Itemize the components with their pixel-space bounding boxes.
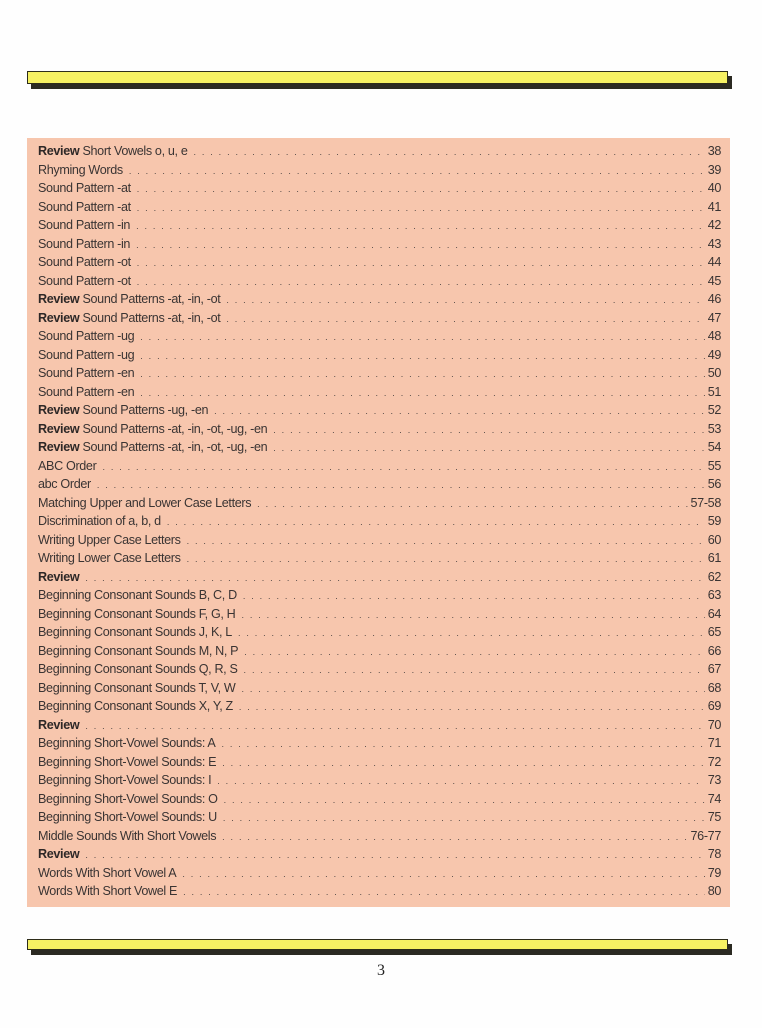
toc-entry-text: Short Vowels o, u, e [82,144,188,158]
toc-entry-title [38,514,161,528]
toc-entry [38,884,721,903]
toc-entry-text: Sound Pattern -ot [38,273,131,288]
toc-entry-page-number: 59 [707,514,721,528]
toc-entry-text: Discrimination of a, b, d [38,514,161,528]
toc-entry-title [38,625,232,639]
dot-leader [140,369,704,379]
toc-entry-title [38,662,238,676]
toc-entry-text: Sound Patterns -at, -in, -ot [82,292,221,306]
toc-entry-text: Beginning Consonant Sounds J, K, L [38,625,232,639]
toc-entry [38,773,721,792]
dot-leader [222,832,687,842]
toc-entry [38,681,721,700]
toc-entry-page-number: 50 [707,366,721,380]
toc-entry-title [38,755,216,769]
dot-leader [102,462,704,472]
toc-entry-page-number: 38 [707,144,721,158]
toc-entry-page-number: 51 [707,384,721,399]
toc-entry-title [38,773,211,787]
toc-entry-page-number: 70 [707,717,721,732]
toc-entry-page-number: 43 [707,236,721,251]
toc-entry-text: Words With Short Vowel E [38,884,178,898]
toc-entry [38,644,721,663]
toc-entry [38,792,721,811]
toc-entry-title [38,459,96,473]
toc-entry-page-number: 54 [707,440,721,454]
toc-entry-text: Sound Patterns -at, -in, -ot [82,310,221,325]
toc-entry-text: Beginning Consonant Sounds Q, R, S [38,662,238,676]
dot-leader [214,406,705,416]
dot-leader [85,721,704,731]
toc-entry [38,736,721,755]
toc-entry-page-number: 71 [707,736,721,750]
toc-entry-text: Rhyming Words [38,162,123,177]
toc-entry [38,329,721,348]
dot-leader [85,573,704,583]
toc-entry-title [38,403,208,417]
toc-entry-page-number: 63 [707,588,721,602]
toc-entry-page-number: 68 [707,680,721,695]
toc-entry-title [38,385,134,399]
toc-entry-review-label: Review [38,847,80,861]
toc-entry-text: Middle Sounds With Short Vowels [38,828,217,843]
dot-leader [137,277,705,287]
toc-entry-text: Sound Pattern -at [38,199,131,214]
dot-leader [136,221,705,231]
toc-entry-text: ABC Order [38,458,97,473]
toc-entry [38,200,721,219]
dot-leader [187,554,705,564]
toc-entry-text: Writing Lower Case Letters [38,551,181,565]
toc-entry-page-number: 62 [707,569,721,584]
toc-entry [38,588,721,607]
table-of-contents-panel [27,138,730,907]
toc-entry [38,403,721,422]
toc-entry-page-number: 55 [707,458,721,473]
toc-entry-page-number: 57-58 [690,495,721,510]
dot-leader [244,647,704,657]
toc-entry [38,551,721,570]
toc-entry-title [38,181,131,195]
dot-leader [243,591,705,601]
toc-entry-title [38,274,131,288]
dot-leader [238,628,705,638]
toc-entry-page-number: 53 [707,421,721,436]
toc-entry-page-number: 45 [707,273,721,288]
toc-entry [38,181,721,200]
dot-leader [140,351,704,361]
toc-entry-title [38,699,233,713]
toc-entry-text: Words With Short Vowel A [38,865,177,880]
top-yellow-rule [27,71,728,84]
toc-entry-page-number: 61 [707,551,721,565]
toc-entry-page-number: 73 [707,773,721,787]
dot-leader [224,795,705,805]
toc-entry-title [38,366,134,380]
dot-leader [187,536,705,546]
toc-entry-text: Beginning Consonant Sounds X, Y, Z [38,699,233,713]
toc-entry [38,699,721,718]
toc-entry-text: Matching Upper and Lower Case Letters [38,495,252,510]
toc-entry-page-number: 44 [707,255,721,269]
toc-entry [38,533,721,552]
dot-leader [85,850,704,860]
toc-entry-text: Beginning Short-Vowel Sounds: I [38,773,212,787]
toc-entry [38,163,721,182]
toc-entry-page-number: 67 [707,662,721,676]
toc-entry-text: Sound Pattern -ot [38,255,131,269]
toc-entry-title [38,588,237,602]
toc-entry-review-label: Review [38,440,80,454]
toc-entry [38,274,721,293]
toc-entry [38,607,721,626]
toc-entry-title [38,163,123,177]
dot-leader [257,499,687,509]
toc-entry-text: Sound Patterns -ug, -en [82,403,209,417]
toc-entry-text: Beginning Consonant Sounds M, N, P [38,643,239,658]
toc-entry-review-label: Review [38,310,80,325]
toc-entry-page-number: 52 [707,403,721,417]
toc-entry-page-number: 48 [707,329,721,343]
dot-leader [137,184,705,194]
toc-entry-text: Sound Pattern -at [38,181,131,195]
toc-entry-page-number: 39 [707,162,721,177]
toc-entry-title [38,681,235,695]
dot-leader [97,480,705,490]
toc-entry-title [38,884,177,898]
toc-entry-page-number: 47 [707,310,721,325]
toc-entry-text: Sound Patterns -at, -in, -ot, -ug, -en [82,440,268,454]
dot-leader [222,758,705,768]
dot-leader [221,739,704,749]
toc-list [38,144,721,903]
toc-entry-title [38,607,235,621]
toc-entry-page-number: 65 [707,625,721,639]
toc-entry-text: Sound Pattern -en [38,366,135,380]
toc-entry-page-number: 76-77 [690,828,721,843]
toc-entry [38,292,721,311]
toc-entry-text: abc Order [38,477,91,491]
toc-entry [38,237,721,256]
toc-entry-title [38,144,187,158]
dot-leader [129,166,705,176]
toc-entry-text: Sound Pattern -in [38,236,131,251]
toc-entry [38,847,721,866]
toc-entry-title [38,570,79,584]
toc-entry-review-label: Review [38,421,80,436]
toc-entry [38,459,721,478]
dot-leader [140,388,704,398]
dot-leader [183,887,705,897]
toc-entry-title [38,422,267,436]
toc-entry-title [38,866,176,880]
toc-entry [38,514,721,533]
toc-entry-title [38,792,218,806]
toc-entry-title [38,477,91,491]
toc-entry-title [38,847,79,861]
toc-entry-text: Beginning Consonant Sounds B, C, D [38,588,237,602]
toc-entry [38,829,721,848]
toc-entry-title [38,200,131,214]
toc-entry-review-label: Review [38,569,80,584]
dot-leader [137,258,705,268]
toc-entry-title [38,440,267,454]
toc-entry-title [38,736,215,750]
toc-entry-page-number: 78 [707,847,721,861]
toc-entry [38,348,721,367]
toc-entry-text: Sound Pattern -in [38,218,131,232]
toc-entry [38,662,721,681]
toc-entry-text: Sound Pattern -ug [38,347,135,362]
dot-leader [217,776,704,786]
toc-entry-review-label: Review [38,403,80,417]
toc-entry [38,422,721,441]
toc-entry [38,718,721,737]
toc-entry [38,440,721,459]
toc-entry-text: Beginning Short-Vowel Sounds: A [38,736,216,750]
toc-entry-title [38,348,134,362]
dot-leader [241,610,704,620]
toc-entry-page-number: 46 [707,292,721,306]
dot-leader [241,684,704,694]
toc-entry [38,385,721,404]
page-number: 3 [377,962,385,979]
dot-leader [137,203,705,213]
toc-entry-title [38,218,130,232]
toc-entry-page-number: 72 [707,754,721,769]
dot-leader [226,314,704,324]
toc-entry [38,866,721,885]
toc-entry-title [38,644,238,658]
toc-entry [38,311,721,330]
toc-entry-review-label: Review [38,717,80,732]
dot-leader [273,443,704,453]
toc-entry-review-label: Review [38,144,80,158]
toc-entry-page-number: 75 [707,810,721,824]
toc-entry [38,144,721,163]
dot-leader [244,665,705,675]
dot-leader [136,240,705,250]
toc-entry-page-number: 74 [707,791,721,806]
toc-entry-page-number: 69 [707,699,721,713]
toc-entry-text: Beginning Short-Vowel Sounds: E [38,754,217,769]
toc-entry-title [38,718,79,732]
toc-entry [38,570,721,589]
dot-leader [226,295,704,305]
bottom-yellow-rule [27,939,728,950]
toc-entry-title [38,829,216,843]
toc-entry-title [38,533,181,547]
toc-entry-page-number: 80 [707,884,721,898]
toc-entry-title [38,255,131,269]
toc-entry-title [38,311,220,325]
toc-entry-title [38,329,134,343]
dot-leader [167,517,705,527]
toc-entry [38,218,721,237]
toc-entry-text: Sound Patterns -at, -in, -ot, -ug, -en [82,421,268,436]
toc-entry-title [38,237,130,251]
toc-entry-page-number: 56 [707,477,721,491]
toc-entry-page-number: 60 [707,532,721,547]
toc-entry-text: Beginning Short-Vowel Sounds: O [38,791,218,806]
dot-leader [193,147,704,157]
toc-entry-page-number: 42 [707,218,721,232]
toc-entry-title [38,292,220,306]
toc-entry-text: Sound Pattern -ug [38,329,135,343]
toc-entry-text: Beginning Consonant Sounds T, V, W [38,680,236,695]
toc-entry [38,496,721,515]
toc-entry-text: Beginning Consonant Sounds F, G, H [38,606,236,621]
toc-entry-page-number: 64 [707,606,721,621]
toc-entry [38,366,721,385]
toc-entry-review-label: Review [38,292,80,306]
toc-entry-page-number: 79 [707,865,721,880]
toc-entry-page-number: 49 [707,347,721,362]
dot-leader [273,425,704,435]
dot-leader [239,702,705,712]
toc-entry-text: Beginning Short-Vowel Sounds: U [38,810,217,824]
toc-entry-title [38,496,251,510]
toc-entry [38,625,721,644]
toc-entry-title [38,551,181,565]
toc-entry [38,255,721,274]
dot-leader [182,869,704,879]
dot-leader [140,332,704,342]
toc-entry-page-number: 66 [707,643,721,658]
toc-entry-page-number: 40 [707,181,721,195]
toc-entry-page-number: 41 [707,199,721,214]
toc-entry-text: Writing Upper Case Letters [38,532,181,547]
toc-entry-title [38,810,217,824]
dot-leader [223,813,705,823]
toc-entry [38,477,721,496]
toc-entry [38,810,721,829]
toc-entry [38,755,721,774]
toc-entry-text: Sound Pattern -en [38,384,135,399]
